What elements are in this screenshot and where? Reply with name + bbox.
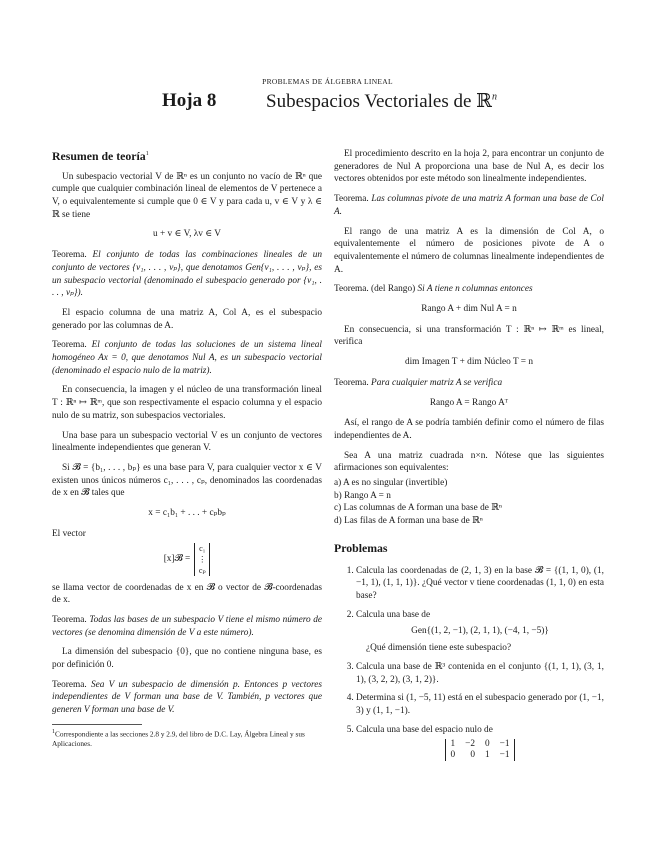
theorem-text: Las columnas pivote de una matriz A forman una base de Col A. bbox=[334, 194, 604, 217]
matrix-entry: −2 bbox=[465, 739, 475, 750]
matrix-entry: 0 bbox=[470, 750, 475, 761]
footnote-body: Correspondiente a las secciones 2.8 y 2.9, del libro de D.C. Lay, Álgebra Lineal y sus Aplicaciones. bbox=[52, 729, 305, 748]
footnote bbox=[52, 724, 305, 748]
transpose-rank-equation: Rango A = Rango Aᵀ bbox=[429, 397, 509, 408]
matrix-entry: −1 bbox=[499, 750, 510, 761]
vector-entry: c₁ bbox=[199, 543, 206, 553]
theorem-span bbox=[52, 249, 322, 300]
problem-item: 1. Calcula las coordenadas de (2, 1, 3) en la base 𝓑 = {(1, 1, 0), (1, −1, 1), (1, 1, 1)}. ¿Qué vector v tiene coordenadas (1, 1, 0) en esta base? bbox=[356, 565, 604, 603]
vector-entry: cₚ bbox=[198, 565, 206, 575]
matrix-entry: 1 bbox=[485, 750, 490, 761]
coordinates-paragraph: Si 𝓑 = {b₁, . . . , bₚ} es una base para V, para cualquier vector x ∈ V existen unos únicos números c₁, . . . , cₚ, denominados las coordenadas de x en 𝓑 tales que bbox=[52, 462, 322, 499]
theorem-label: Teorema. bbox=[334, 194, 369, 205]
left-column bbox=[52, 148, 322, 748]
rank-nullity-equation: Rango A + dim Nul A = n bbox=[421, 304, 517, 315]
vector-entry: ⋮ bbox=[198, 554, 207, 564]
basis-definition: Una base para un subespacio vectorial V es un conjunto de vectores linealmente independientes que generan V. bbox=[52, 430, 322, 454]
vector-intro: El vector bbox=[52, 528, 86, 539]
theorem-label: Teorema. bbox=[334, 377, 369, 388]
theorem-dimension bbox=[52, 614, 322, 639]
coordinate-vector-definition: se llama vector de coordenadas de x en 𝓑 o vector de 𝓑-coordenadas de x. bbox=[52, 582, 322, 606]
coordinate-vector-lhs: [x]𝓑 = bbox=[163, 553, 191, 564]
theorem-pivot-columns bbox=[334, 193, 604, 218]
sheet-number: Hoja 8 bbox=[162, 90, 217, 111]
problem-text: Calcula una base de bbox=[356, 609, 431, 620]
matrix-entry: 1 bbox=[450, 739, 456, 750]
equivalences-intro: Sea A una matriz cuadrada n×n. Nótese que las siguientes afirmaciones son equivalentes: bbox=[334, 450, 604, 474]
problem-matrix bbox=[445, 739, 514, 761]
theorem-text: Todas las bases de un subespacio V tiene el mismo número de vectores (se denomina dimensión de V a este número). bbox=[52, 614, 322, 638]
closure-equation: u + v ∈ V, λv ∈ V bbox=[153, 229, 221, 240]
theorem-basis-criteria bbox=[52, 679, 322, 717]
theorem-text: El conjunto de todas las combinaciones lineales de un conjunto de vectores {v₁, . . . , vₚ}, que denotamos Gen{v₁, . . . , vₚ}, es un subespacio vectorial (denominado el subespacio generado por {v₁, . . . , vₚ}). bbox=[52, 250, 323, 299]
coordinate-vector-equation bbox=[52, 543, 322, 576]
problem-text: Calcula una base del espacio nulo de bbox=[356, 724, 493, 735]
theorem-label: Teorema. bbox=[52, 340, 87, 351]
footnote-ref: 1 bbox=[145, 151, 149, 157]
matrix-entry: −1 bbox=[499, 739, 510, 750]
theorem-text: Para cualquier matriz A se verifica bbox=[371, 377, 503, 388]
equivalences-list bbox=[334, 477, 604, 528]
row-rank-paragraph: Así, el rango de A se podría también definir como el número de filas independientes de A. bbox=[334, 418, 604, 441]
null-space-procedure: El procedimiento descrito en la hoja 2, para encontrar un conjunto de generadores de Nul A proporciona una base de Nul A, es decir los vectores obtenidos por este método son linealmente independientes. bbox=[334, 149, 604, 185]
problems-list bbox=[334, 565, 604, 762]
theorem-label: Teorema. bbox=[52, 250, 87, 261]
course-header: PROBLEMAS DE ÁLGEBRA LINEAL bbox=[262, 77, 393, 86]
list-item: c) Las columnas de A forman una base de ℝⁿ bbox=[334, 503, 502, 514]
theorem-label: Teorema. bbox=[334, 284, 369, 295]
sheet-title-text: Subespacios Vectoriales de ℝ bbox=[266, 91, 492, 112]
subspace-definition: Un subespacio vectorial V de ℝⁿ es un conjunto no vacío de ℝⁿ que cumple que cualquier combinación lineal de elementos de V pertenece a V, o equivalentemente si cumple que 0 ∈ V y para cada u, v ∈ V y λ ∈ ℝ se tiene bbox=[52, 171, 322, 220]
linear-map-paragraph: En consecuencia, si una transformación T : ℝⁿ ↦ ℝᵐ es lineal, verifica bbox=[334, 324, 604, 348]
rank-definition: El rango de una matriz A es la dimensión de Col A, o equivalentemente el número de posiciones pivote de A o equivalentemente el número de columnas linealmente independientes de A. bbox=[334, 226, 604, 275]
theory-heading bbox=[52, 148, 322, 163]
theorem-transpose-rank bbox=[334, 377, 604, 390]
problem-matrix-wrap bbox=[356, 739, 604, 761]
list-item: b) Rango A = n bbox=[334, 490, 391, 501]
problems-heading: Problemas bbox=[334, 540, 388, 555]
footnote-text bbox=[52, 728, 322, 748]
problem-item: 4. Determina si (1, −5, 11) está en el subespacio generado por (1, −1, 3) y (1, 1, −1). bbox=[356, 692, 604, 717]
theory-heading-text: Resumen de teoría bbox=[52, 148, 146, 163]
theorem-label: Teorema. bbox=[52, 679, 87, 690]
theorem-name: (del Rango) bbox=[371, 284, 416, 295]
right-column bbox=[334, 148, 604, 767]
problem-item bbox=[356, 609, 604, 655]
column-space-definition: El espacio columna de una matriz A, Col A, es el subespacio generado por las columnas de A. bbox=[52, 307, 322, 331]
problem-item bbox=[356, 724, 604, 762]
page-title bbox=[0, 90, 655, 116]
zero-subspace-paragraph: La dimensión del subespacio {0}, que no contiene ninguna base, es por definición 0. bbox=[52, 647, 322, 671]
list-item: d) Las filas de A forman una base de ℝⁿ bbox=[334, 516, 483, 527]
theorem-text: Si A tiene n columnas entonces bbox=[417, 284, 533, 295]
matrix-entry: 0 bbox=[485, 739, 490, 750]
coordinates-equation: x = c₁b₁ + . . . + cₚbₚ bbox=[148, 508, 226, 519]
matrix-entry: 0 bbox=[450, 750, 456, 761]
image-kernel-paragraph: En consecuencia, la imagen y el núcleo de una transformación lineal T : ℝⁿ ↦ ℝᵐ, que son respectivamente el espacio columna y el espacio nulo de su matriz, son subespacios vectoriales. bbox=[52, 385, 322, 421]
list-item: a) A es no singular (invertible) bbox=[334, 478, 448, 489]
theorem-null-space bbox=[52, 339, 322, 377]
problem-span-set: Gen{(1, 2, −1), (2, 1, 1), (−4, 1, −5)} bbox=[411, 626, 549, 637]
footnote-mark: 1 bbox=[52, 728, 56, 735]
theorem-label: Teorema. bbox=[52, 614, 87, 625]
theorem-rank bbox=[334, 283, 604, 296]
theorem-text: Sea V un subespacio de dimensión p. Entonces p vectores independientes de V forman una base de V. También, p vectores que generen V forman una base de V. bbox=[52, 679, 322, 716]
dimension-equation: dim Imagen T + dim Núcleo T = n bbox=[404, 357, 534, 368]
theorem-text: El conjunto de todas las soluciones de un sistema lineal homogéneo Ax = 0, que denotamos Nul A, es un subespacio vectorial (denominado el espacio nulo de la matriz). bbox=[52, 340, 323, 376]
problem-item: 3. Calcula una base de ℝ³ contenida en el conjunto {(1, 1, 1), (3, 1, 1), (3, 2, 2), (3, 1, 2)}. bbox=[356, 661, 604, 686]
coordinate-vector bbox=[194, 543, 210, 576]
sheet-title bbox=[266, 90, 497, 113]
sheet-title-exponent: n bbox=[491, 91, 497, 103]
problem-question: ¿Qué dimensión tiene este subespacio? bbox=[366, 643, 512, 654]
